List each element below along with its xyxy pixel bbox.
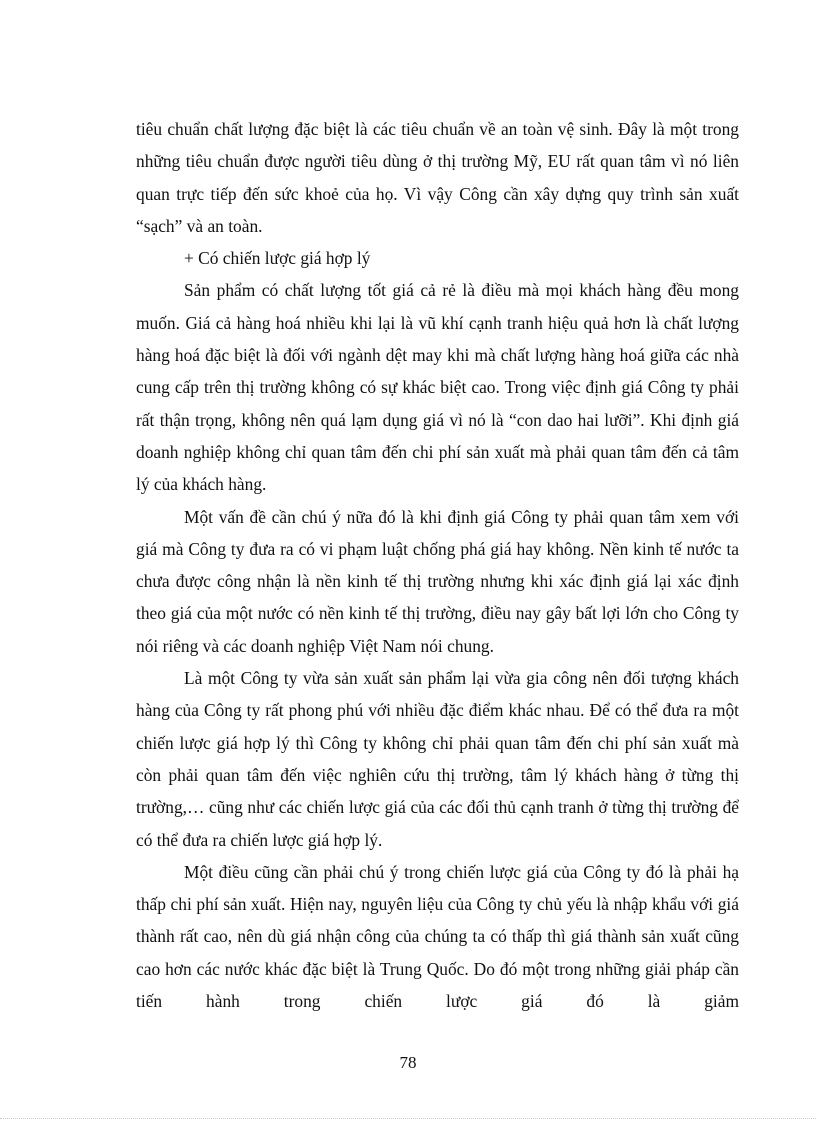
section-heading-pricing-strategy: + Có chiến lược giá hợp lý [184,248,371,269]
body-text [136,113,739,1017]
paragraph-anti-dumping: Một vấn đề cần chú ý nữa đó là khi định giá Công ty phải quan tâm xem với giá mà Công ty đưa ra có vi phạm luật chống phá giá hay không. Nền kinh tế nước ta chưa được công nhận là nền kinh tế thị trường nhưng khi xác định giá lại xác định theo giá của một nước có nền kinh tế thị trường, điều nay gây bất lợi lớn cho Công ty nói riêng và các doanh nghiệp Việt Nam nói chung. [136,506,739,656]
paragraph-price-importance: Sản phẩm có chất lượng tốt giá cả rẻ là điều mà mọi khách hàng đều mong muốn. Giá cả hàng hoá nhiều khi lại là vũ khí cạnh tranh hiệu quả hơn là chất lượng hàng hoá đặc biệt là đối với ngành dệt may khi mà chất lượng hàng hoá giữa các nhà cung cấp trên thị trường không có sự khác biệt cao. Trong việc định giá Công ty phải rất thận trọng, không nên quá lạm dụng giá vì nó là “con dao hai lưỡi”. Khi định giá doanh nghiệp không chỉ quan tâm đến chi phí sản xuất mà phải quan tâm đến cả tâm lý của khách hàng. [136,280,739,495]
paragraph-continuation: tiêu chuẩn chất lượng đặc biệt là các tiêu chuẩn về an toàn vệ sinh. Đây là một trong những tiêu chuẩn được người tiêu dùng ở thị trường Mỹ, EU rất quan tâm vì nó liên quan trực tiếp đến sức khoẻ của họ. Vì vậy Công cần xây dựng quy trình sản xuất “sạch” và an toàn. [136,119,739,236]
paragraph-customer-diversity: Là một Công ty vừa sản xuất sản phẩm lại vừa gia công nên đối tượng khách hàng của Công ty rất phong phú với nhiều đặc điểm khác nhau. Để có thể đưa ra một chiến lược giá hợp lý thì Công ty không chỉ phải quan tâm đến chi phí sản xuất mà còn phải quan tâm đến việc nghiên cứu thị trường, tâm lý khách hàng ở từng thị trường,… cũng như các chiến lược giá của các đối thủ cạnh tranh ở từng thị trường để có thể đưa ra chiến lược giá hợp lý. [136,668,739,850]
paragraph-cost-reduction: Một điều cũng cần phải chú ý trong chiến lược giá của Công ty đó là phải hạ thấp chi phí sản xuất. Hiện nay, nguyên liệu của Công ty chủ yếu là nhập khẩu với giá thành rất cao, nên dù giá nhận công của chúng ta có thấp thì giá thành sản xuất cũng cao hơn các nước khác đặc biệt là Trung Quốc. Do đó một trong những giải pháp cần tiến hành trong chiến lược giá đó là giảm [136,861,739,1012]
page-number: 78 [399,1053,417,1072]
page-bottom-divider [0,1118,816,1119]
